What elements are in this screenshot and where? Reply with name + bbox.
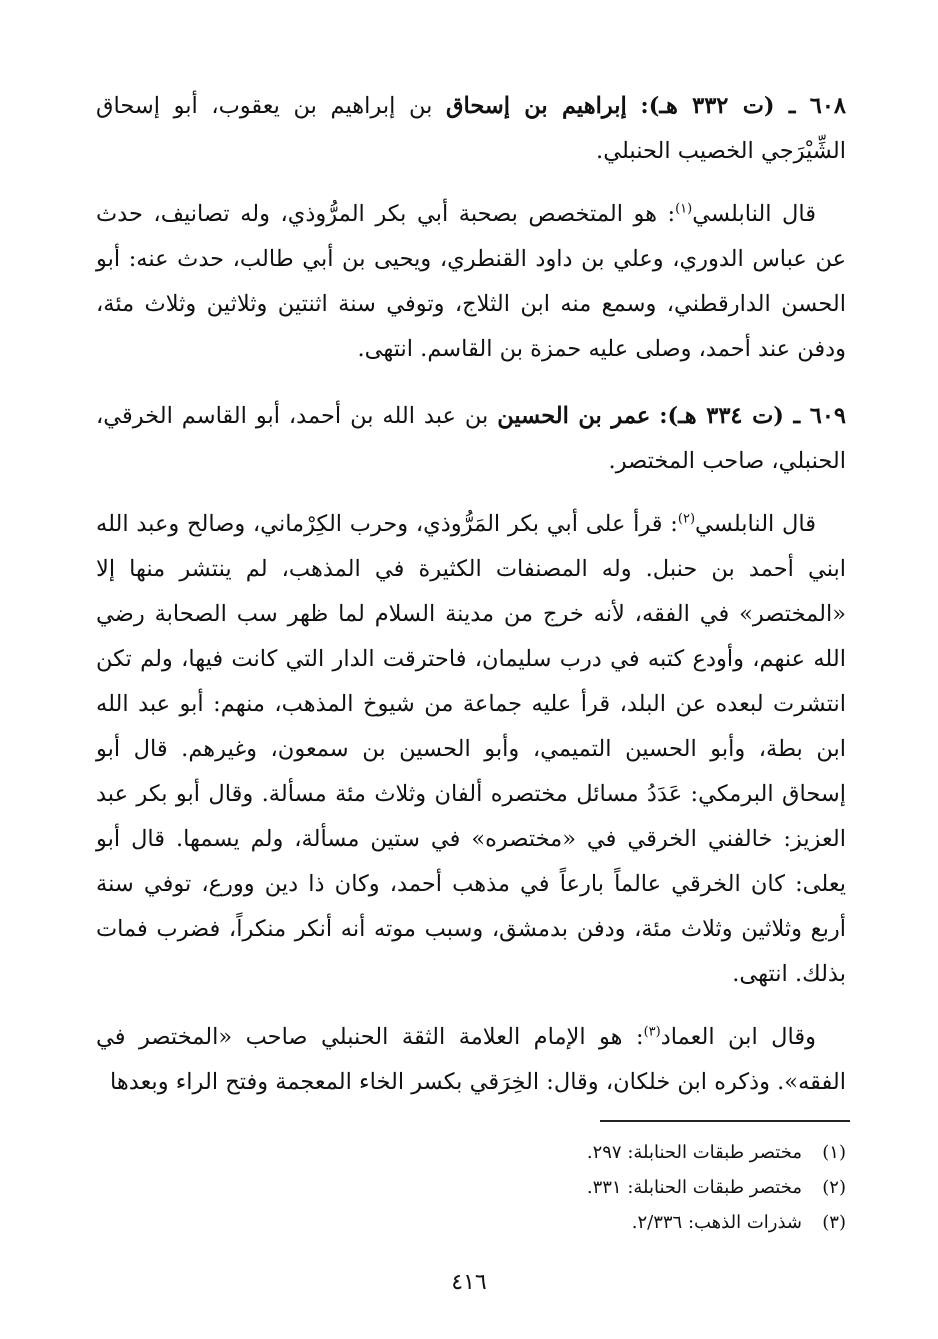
footnote-number: (١): [822, 1142, 846, 1163]
entry-name: عمر بن الحسين: [497, 403, 651, 429]
footnote-ref[interactable]: (٢): [677, 511, 696, 527]
footnote-item: [96, 1135, 846, 1170]
paragraph-ibn-al-imad: [96, 1015, 846, 1105]
footnote-text: مختصر طبقات الحنابلة: ٣٣١.: [586, 1177, 802, 1198]
footnote-ref[interactable]: (٣): [643, 1024, 661, 1040]
paragraph-text: : هو المتخصص بصحبة أبي بكر المرُّوذي، وله تصانيف، حدث عن عباس الدوري، وعلي بن داود القنطري، ويحيى بن أبي طالب، حدث عنه: أبو الحسن الدارقطني، وسمع منه ابن الثلاج، وتوفي سنة اثنتين وثلاثين وثلاث مئة، ودفن عند أحمد، وصلى عليه حمزة بن القاسم. انتهى.: [96, 201, 846, 362]
entry-number: ٦٠٩ ـ (ت ٣٣٤ هـ):: [659, 403, 847, 429]
footnotes: [96, 1135, 846, 1240]
entry-609: [96, 394, 846, 484]
paragraph-lead: قال النابلسي: [695, 511, 816, 537]
entry-608: [96, 84, 846, 174]
footnote-divider: [600, 1120, 850, 1122]
paragraph-lead: وقال ابن العماد: [660, 1024, 816, 1050]
footnote-item: [96, 1170, 846, 1205]
footnote-text: شذرات الذهب: ٢/٣٣٦.: [631, 1212, 802, 1233]
footnote-number: (٢): [822, 1177, 846, 1198]
entry-heading-rest: بن عبد الله بن أحمد، أبو القاسم الخرقي، الحنبلي، صاحب المختصر.: [96, 403, 846, 474]
paragraph-text: : هو الإمام العلامة الثقة الحنبلي صاحب «المختصر في الفقه». وذكره ابن خلكان، وقال: الخِرَقي بكسر الخاء المعجمة وفتح الراء وبعدها: [96, 1024, 846, 1095]
footnote-number: (٣): [822, 1212, 846, 1233]
paragraph-nabulsi-1: [96, 192, 846, 372]
page-number: ٤١٦: [451, 1270, 487, 1295]
footnote-text: مختصر طبقات الحنابلة: ٢٩٧.: [586, 1142, 802, 1163]
footnote-item: [96, 1205, 846, 1240]
footnote-ref[interactable]: (١): [675, 201, 693, 217]
paragraph-text: : قرأ على أبي بكر المَرُّوذي، وحرب الكِرْماني، وصالح وعبد الله ابني أحمد بن حنبل. وله المصنفات الكثيرة في المذهب، لم ينتشر منها إلا «المختصر» في الفقه، لأنه خرج من مدينة السلام لما ظهر سب الصحابة رضي الله عنهم، وأودع كتبه في درب سليمان، فاحترقت الدار التي كانت فيها، ولم تكن انتشرت لبعده عن البلد، قرأ عليه جماعة من شيوخ المذهب، منهم: أبو عبد الله ابن بطة، وأبو الحسين التميمي، وأبو الحسين بن سمعون، وغيرهم. قال أبو إسحاق البرمكي: عَدَدُ مسائل مختصره ألفان وثلاث مئة مسألة. وقال أبو بكر عبد العزيز: خالفني الخرقي في «مختصره» في ستين مسألة، ولم يسمها. قال أبو يعلى: كان الخرقي عالماً بارعاً في مذهب أحمد، وكان ذا دين وورع، توفي سنة أربع وثلاثين وثلاث مئة، ودفن بدمشق، وسبب موته أنه أنكر منكراً، فضرب فمات بذلك. انتهى.: [96, 511, 846, 987]
paragraph-lead: قال النابلسي: [692, 201, 816, 227]
main-text: [96, 84, 846, 1105]
paragraph-nabulsi-2: [96, 502, 846, 997]
entry-name: إبراهيم بن إسحاق: [446, 93, 627, 119]
entry-heading-rest: بن إبراهيم بن يعقوب، أبو إسحاق الشِّيْرَجي الخصيب الحنبلي.: [96, 93, 846, 164]
entry-number: ٦٠٨ ـ (ت ٣٣٢ هـ):: [640, 93, 847, 119]
